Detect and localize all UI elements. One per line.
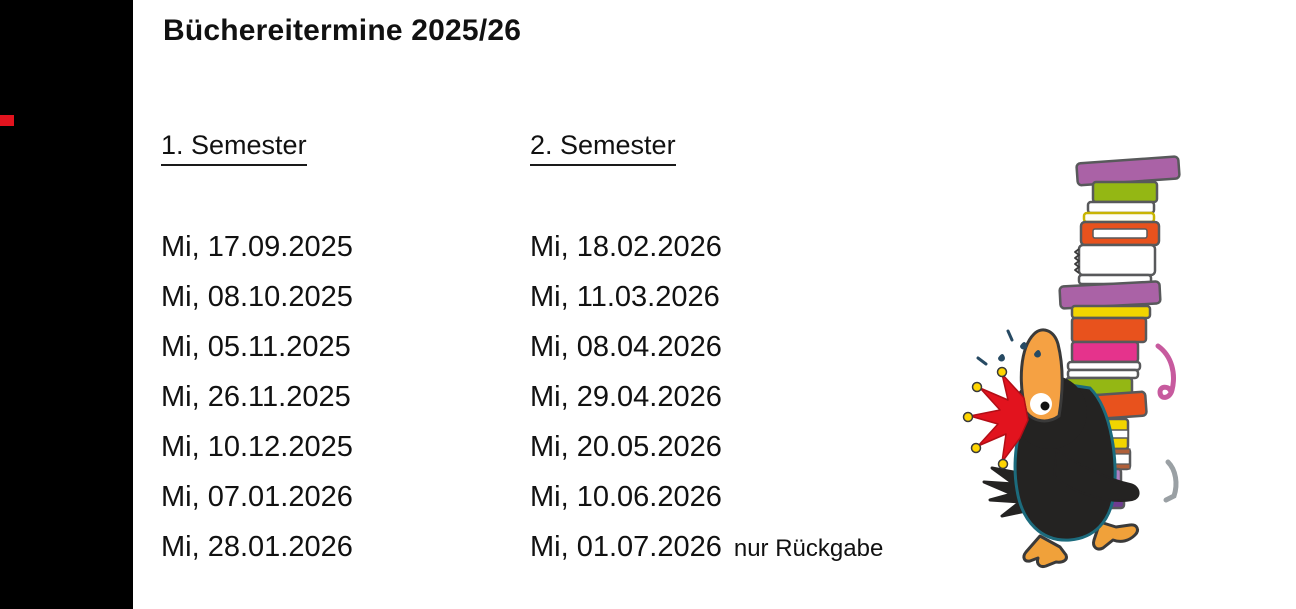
date-row: Mi, 29.04.2026 <box>530 381 722 413</box>
date-row: Mi, 10.12.2025 <box>161 431 353 463</box>
date-row: Mi, 05.11.2025 <box>161 331 351 363</box>
left-black-bar <box>0 0 133 609</box>
date-row: Mi, 08.10.2025 <box>161 281 353 313</box>
date-row: Mi, 11.03.2026 <box>530 281 720 313</box>
date-row: Mi, 17.09.2025 <box>161 231 353 263</box>
date-row: Mi, 18.02.2026 <box>530 231 722 263</box>
date-row: Mi, 07.01.2026 <box>161 481 353 513</box>
red-accent-mark <box>0 115 14 126</box>
date-row: Mi, 08.04.2026 <box>530 331 722 363</box>
gray-ribbon <box>1166 462 1176 500</box>
page-title: Büchereitermine 2025/26 <box>163 14 522 47</box>
date-row: Mi, 10.06.2026 <box>530 481 722 513</box>
semester-1-date-list <box>161 222 353 572</box>
book <box>1072 318 1146 342</box>
book <box>1072 306 1150 318</box>
pink-ribbon <box>1158 346 1173 397</box>
raven-book-stack-illustration <box>962 150 1212 590</box>
semester-2-header: 2. Semester <box>530 130 676 166</box>
semester-1-header: 1. Semester <box>161 130 307 166</box>
date-row: Mi, 20.05.2026 <box>530 431 722 463</box>
book <box>1072 342 1138 362</box>
semester-1-column <box>161 130 353 563</box>
date-row: Mi, 28.01.2026 <box>161 531 353 563</box>
book <box>1081 222 1159 245</box>
date-row <box>530 522 883 572</box>
date-text: Mi, 01.07.2026 <box>530 531 722 563</box>
raven-eye <box>1030 393 1052 415</box>
book <box>1093 182 1157 202</box>
return-only-note: nur Rückgabe <box>733 535 884 562</box>
date-row: Mi, 26.11.2025 <box>161 381 351 413</box>
semester-2-column <box>530 130 884 563</box>
book-spiral <box>1075 245 1155 275</box>
book <box>1084 213 1154 222</box>
book <box>1088 202 1154 213</box>
book <box>1059 281 1160 308</box>
semester-2-date-list <box>530 222 883 572</box>
